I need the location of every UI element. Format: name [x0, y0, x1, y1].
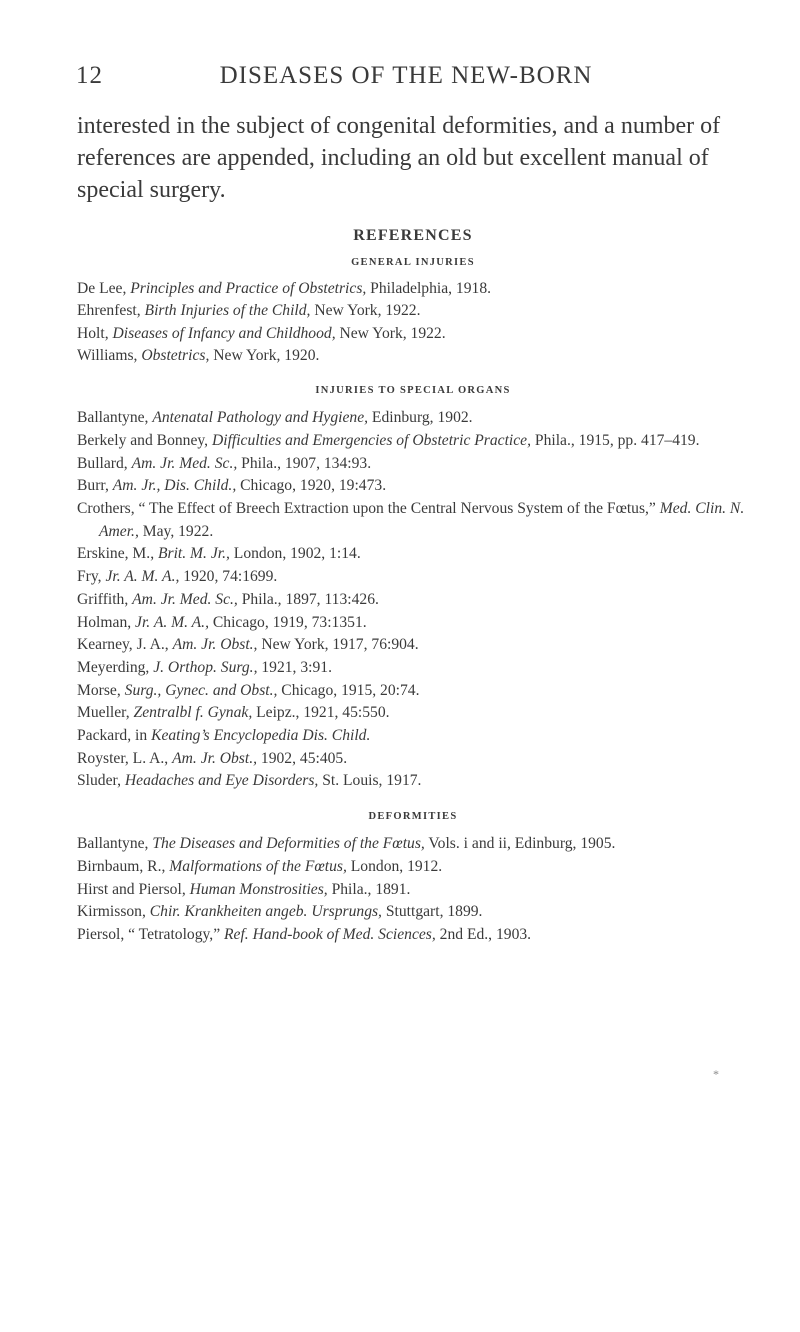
entry-author: Hirst and Piersol, — [77, 880, 190, 898]
reference-entry — [77, 475, 749, 498]
entry-title: Birth Injuries of the Child, — [144, 302, 311, 320]
reference-entry — [77, 725, 749, 748]
entry-details: New York, 1922. — [310, 302, 421, 320]
entry-author: Bullard, — [77, 454, 132, 472]
entry-details: New York, 1920. — [209, 346, 320, 364]
reference-entry — [77, 543, 749, 566]
reference-entry — [77, 323, 749, 345]
entry-title: Am. Jr. Med. Sc., — [132, 590, 238, 608]
entry-details: Stuttgart, 1899. — [381, 903, 483, 921]
entry-details: Philadelphia, 1918. — [366, 280, 492, 297]
page-number: 12 — [76, 62, 103, 89]
entry-title: Obstetrics, — [141, 346, 210, 364]
references-section — [77, 226, 749, 947]
entry-details: May, 1922. — [138, 522, 214, 540]
reference-entry — [77, 612, 749, 635]
entry-author: Burr, — [77, 477, 113, 495]
entry-author: Sluder, — [77, 772, 125, 790]
entry-details: Phila., 1915, pp. 417–419. — [531, 431, 700, 449]
entry-details: Phila., 1897, 113:426. — [237, 590, 379, 608]
section-deformities — [77, 810, 749, 947]
entry-author: Birnbaum, R., — [77, 857, 170, 875]
entry-title: Ref. Hand-book of Med. Sciences, — [224, 925, 436, 943]
reference-entry — [77, 657, 749, 680]
asterisk-mark-icon: * — [713, 1067, 719, 1081]
reference-entry — [77, 566, 749, 589]
reference-entry — [77, 345, 749, 367]
entry-title: Diseases of Infancy and Childhood, — [112, 324, 336, 342]
reference-entry — [77, 748, 749, 771]
entry-details: Chicago, 1919, 73:1351. — [208, 613, 367, 631]
entry-title: Keating’s Encyclopedia Dis. Child. — [151, 727, 371, 745]
entry-author: Holman, — [77, 613, 136, 631]
entry-title: Antenatal Pathology and Hygiene, — [152, 409, 369, 427]
entry-title: Jr. A. M. A., — [105, 568, 180, 586]
entry-title: Principles and Practice of Obstetrics, — [130, 280, 367, 297]
entry-author: Ballantyne, — [77, 835, 153, 853]
entry-details: Leipz., 1921, 45:550. — [252, 704, 390, 722]
reference-entry — [77, 901, 749, 924]
entry-details: 2nd Ed., 1903. — [435, 925, 532, 943]
reference-entry — [77, 589, 749, 612]
entry-details: Phila., 1891. — [327, 880, 411, 898]
entry-title: Malformations of the Fœtus, — [169, 857, 347, 875]
reference-list — [77, 278, 749, 367]
entry-title: Med. Clin. N. Amer., — [99, 500, 745, 540]
reference-entry — [77, 833, 749, 856]
entry-author: Packard, in — [77, 727, 152, 745]
entry-author: Fry, — [77, 568, 106, 586]
entry-title: Surg., Gynec. and Obst., — [124, 681, 278, 699]
entry-author: Crothers, “ The Effect of Breech Extraction upon the Central Nervous System of the Fœtus,” — [77, 500, 660, 517]
reference-list — [77, 407, 749, 793]
entry-title: Difficulties and Emergencies of Obstetric Practice, — [211, 431, 531, 449]
reference-entry — [77, 278, 749, 300]
entry-details: London, 1912. — [346, 857, 443, 875]
reference-entry — [77, 634, 749, 657]
entry-details: 1921, 3:91. — [257, 658, 332, 676]
entry-details: New York, 1917, 76:904. — [257, 636, 419, 654]
entry-title: Zentralbl f. Gynak, — [133, 704, 253, 722]
entry-author: Piersol, “ Tetratology,” — [77, 925, 225, 943]
reference-entry — [77, 680, 749, 703]
section-heading: DEFORMITIES — [368, 811, 458, 823]
entry-details: St. Louis, 1917. — [318, 772, 422, 790]
reference-entry — [77, 702, 749, 725]
section-heading: INJURIES TO SPECIAL ORGANS — [315, 385, 511, 397]
entry-author: Berkely and Bonney, — [77, 431, 212, 449]
entry-author: Griffith, — [77, 590, 133, 608]
entry-author: Holt, — [77, 324, 113, 342]
intro-paragraph — [77, 110, 737, 206]
entry-title: Am. Jr. Obst., — [172, 636, 258, 654]
reference-entry — [77, 407, 749, 430]
reference-entry — [77, 430, 749, 453]
entry-title: Jr. A. M. A., — [135, 613, 209, 631]
reference-entry — [77, 770, 749, 793]
section-general-injuries — [77, 256, 749, 367]
entry-author: Ehrenfest, — [77, 302, 145, 320]
entry-author: Williams, — [77, 346, 142, 364]
entry-details: Chicago, 1920, 19:473. — [236, 477, 387, 495]
entry-title: Chir. Krankheiten angeb. Ursprungs, — [149, 903, 382, 921]
entry-title: Am. Jr., Dis. Child., — [112, 477, 237, 495]
references-heading: REFERENCES — [353, 227, 473, 244]
entry-author: Meyerding, — [77, 658, 154, 676]
entry-details: Vols. i and ii, Edinburg, 1905. — [424, 835, 616, 853]
reference-entry — [77, 453, 749, 476]
entry-author: Ballantyne, — [77, 409, 153, 427]
reference-entry — [77, 856, 749, 879]
reference-list — [77, 833, 749, 947]
entry-details: Edinburg, 1902. — [368, 409, 473, 427]
entry-details: 1920, 74:1699. — [179, 568, 278, 586]
reference-entry — [77, 300, 749, 322]
section-heading: GENERAL INJURIES — [351, 257, 475, 268]
section-injuries-special-organs — [77, 384, 749, 793]
running-title: DISEASES OF THE NEW-BORN — [219, 62, 593, 89]
entry-title: Brit. M. Jr., — [158, 545, 230, 563]
entry-details: Phila., 1907, 134:93. — [237, 454, 372, 472]
entry-details: 1902, 45:405. — [257, 749, 348, 767]
entry-title: J. Orthop. Surg., — [153, 658, 258, 676]
entry-author: Royster, L. A., — [77, 749, 173, 767]
entry-author: Kirmisson, — [77, 903, 150, 921]
entry-author: Kearney, J. A., — [77, 636, 173, 654]
reference-entry — [77, 879, 749, 902]
reference-entry — [77, 498, 749, 543]
page-header — [76, 62, 736, 96]
entry-title: Headaches and Eye Disorders, — [124, 772, 319, 790]
entry-title: Human Monstrosities, — [189, 880, 328, 898]
entry-title: Am. Jr. Obst., — [172, 749, 258, 767]
entry-author: Mueller, — [77, 704, 134, 722]
entry-author: Morse, — [77, 681, 125, 699]
entry-details: New York, 1922. — [335, 324, 446, 342]
entry-details: London, 1902, 1:14. — [229, 545, 361, 563]
entry-title: The Diseases and Deformities of the Fœtus, — [152, 835, 425, 853]
entry-author: Erskine, M., — [77, 545, 158, 563]
reference-entry — [77, 924, 749, 947]
entry-details: Chicago, 1915, 20:74. — [277, 681, 420, 699]
intro-text: interested in the subject of congenital deformities, and a number of references are appended, including an old but excellent manual of special surgery. — [77, 113, 721, 203]
entry-author: De Lee, — [77, 280, 131, 297]
entry-title: Am. Jr. Med. Sc., — [131, 454, 238, 472]
